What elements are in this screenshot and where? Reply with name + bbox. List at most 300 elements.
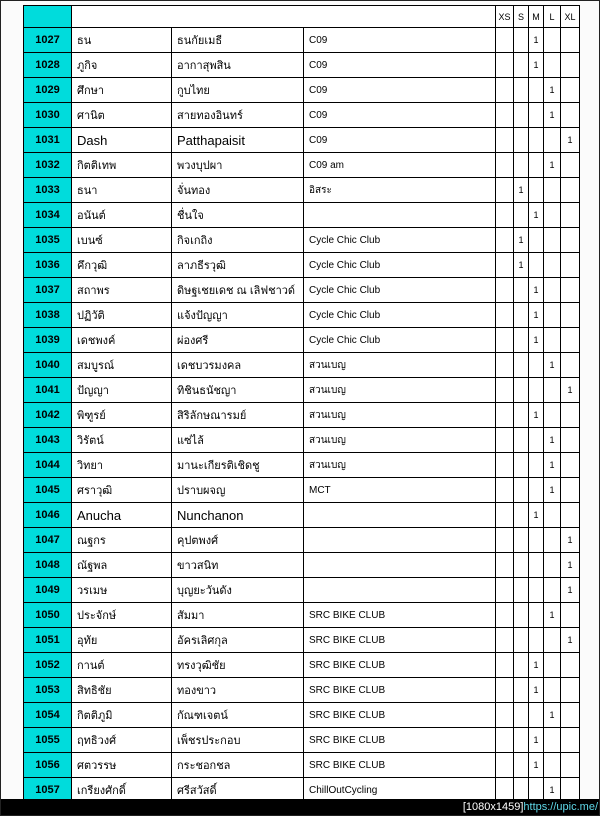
row-id: 1041 <box>24 378 72 403</box>
size-cell-xs <box>496 553 514 578</box>
last-name: ดิษฐเชยเดช ณ เลิฟชาวด์ <box>172 278 304 303</box>
size-cell-l: 1 <box>544 153 561 178</box>
size-cell-xl <box>561 428 580 453</box>
club: SRC BIKE CLUB <box>304 628 496 653</box>
size-cell-xs <box>496 328 514 353</box>
first-name: อนันต์ <box>72 203 172 228</box>
row-id: 1053 <box>24 678 72 703</box>
size-cell-m <box>529 228 544 253</box>
first-name: ศราวุฒิ <box>72 478 172 503</box>
size-cell-xl <box>561 53 580 78</box>
club: SRC BIKE CLUB <box>304 603 496 628</box>
header-row <box>24 6 580 28</box>
size-cell-m: 1 <box>529 328 544 353</box>
table-row <box>24 28 580 53</box>
first-name: ปฏิวัติ <box>72 303 172 328</box>
last-name: เพ็ชรประกอบ <box>172 728 304 753</box>
table-row <box>24 278 580 303</box>
size-cell-l <box>544 278 561 303</box>
size-cell-xl: 1 <box>561 528 580 553</box>
table-row <box>24 328 580 353</box>
size-cell-xs <box>496 303 514 328</box>
size-cell-m: 1 <box>529 753 544 778</box>
size-cell-l <box>544 53 561 78</box>
size-cell-l <box>544 578 561 603</box>
table-row <box>24 253 580 278</box>
first-name: เดชพงค์ <box>72 328 172 353</box>
size-cell-xs <box>496 578 514 603</box>
row-id: 1043 <box>24 428 72 453</box>
size-cell-l <box>544 378 561 403</box>
first-name: คึกวุฒิ <box>72 253 172 278</box>
size-cell-xs <box>496 603 514 628</box>
table-row <box>24 578 580 603</box>
size-cell-xl: 1 <box>561 128 580 153</box>
first-name: วรเมษ <box>72 578 172 603</box>
size-cell-l <box>544 628 561 653</box>
size-cell-xl <box>561 178 580 203</box>
size-cell-m <box>529 78 544 103</box>
size-cell-m <box>529 628 544 653</box>
size-cell-xs <box>496 453 514 478</box>
size-cell-s <box>514 703 529 728</box>
size-cell-xs <box>496 278 514 303</box>
last-name: ชื่นใจ <box>172 203 304 228</box>
last-name: สัมมา <box>172 603 304 628</box>
club <box>304 503 496 528</box>
last-name: ขาวสนิท <box>172 553 304 578</box>
table-row <box>24 203 580 228</box>
first-name: กิตติภูมิ <box>72 703 172 728</box>
club: Cycle Chic Club <box>304 228 496 253</box>
club: SRC BIKE CLUB <box>304 703 496 728</box>
first-name: วิทยา <box>72 453 172 478</box>
last-name: มานะเกียรติเชิดชู <box>172 453 304 478</box>
row-id: 1050 <box>24 603 72 628</box>
table-row <box>24 478 580 503</box>
size-cell-s <box>514 328 529 353</box>
size-cell-m <box>529 603 544 628</box>
club: C09 <box>304 78 496 103</box>
first-name: เกรียงศักดิ์ <box>72 778 172 803</box>
size-cell-m: 1 <box>529 303 544 328</box>
size-cell-xl <box>561 478 580 503</box>
row-id: 1029 <box>24 78 72 103</box>
size-cell-l <box>544 28 561 53</box>
club: สวนเบญ <box>304 428 496 453</box>
size-cell-xl <box>561 253 580 278</box>
size-cell-l: 1 <box>544 453 561 478</box>
header-size-m: M <box>529 6 544 28</box>
size-cell-s <box>514 303 529 328</box>
club: C09 am <box>304 153 496 178</box>
table-row <box>24 653 580 678</box>
table-row <box>24 628 580 653</box>
size-cell-xl <box>561 153 580 178</box>
last-name: ทรงวุฒิชัย <box>172 653 304 678</box>
row-id: 1054 <box>24 703 72 728</box>
club: SRC BIKE CLUB <box>304 678 496 703</box>
size-cell-l: 1 <box>544 103 561 128</box>
size-cell-xs <box>496 53 514 78</box>
size-cell-m <box>529 128 544 153</box>
header-id-cell <box>24 6 72 28</box>
row-id: 1052 <box>24 653 72 678</box>
size-cell-s <box>514 403 529 428</box>
table-row <box>24 678 580 703</box>
table-row <box>24 153 580 178</box>
row-id: 1049 <box>24 578 72 603</box>
table-row <box>24 603 580 628</box>
size-cell-s <box>514 128 529 153</box>
size-cell-m <box>529 253 544 278</box>
header-size-xl: XL <box>561 6 580 28</box>
row-id: 1057 <box>24 778 72 803</box>
size-cell-l <box>544 253 561 278</box>
club: Cycle Chic Club <box>304 303 496 328</box>
size-cell-xs <box>496 178 514 203</box>
last-name: บุญยะวันดัง <box>172 578 304 603</box>
size-cell-xs <box>496 678 514 703</box>
size-cell-l: 1 <box>544 428 561 453</box>
size-cell-s <box>514 578 529 603</box>
size-cell-l <box>544 403 561 428</box>
size-cell-xs <box>496 503 514 528</box>
size-cell-l <box>544 653 561 678</box>
row-id: 1028 <box>24 53 72 78</box>
size-cell-xl: 1 <box>561 378 580 403</box>
size-cell-m <box>529 153 544 178</box>
size-cell-m: 1 <box>529 278 544 303</box>
first-name: สถาพร <box>72 278 172 303</box>
size-cell-s <box>514 78 529 103</box>
last-name: สิริลักษณารมย์ <box>172 403 304 428</box>
size-cell-m <box>529 528 544 553</box>
size-cell-xs <box>496 753 514 778</box>
size-cell-xs <box>496 703 514 728</box>
last-name: กระชอกชล <box>172 753 304 778</box>
size-cell-m <box>529 703 544 728</box>
last-name: ปราบผจญ <box>172 478 304 503</box>
header-size-xs: XS <box>496 6 514 28</box>
size-cell-m <box>529 178 544 203</box>
table-row <box>24 53 580 78</box>
last-name: ลาภธีรวุฒิ <box>172 253 304 278</box>
last-name: เดชบวรมงคล <box>172 353 304 378</box>
first-name: วิรัตน์ <box>72 428 172 453</box>
size-cell-l <box>544 178 561 203</box>
size-cell-s <box>514 203 529 228</box>
club: MCT <box>304 478 496 503</box>
size-cell-xl <box>561 403 580 428</box>
club <box>304 528 496 553</box>
size-cell-l <box>544 553 561 578</box>
size-cell-xl <box>561 453 580 478</box>
last-name: ทองขาว <box>172 678 304 703</box>
row-id: 1046 <box>24 503 72 528</box>
row-id: 1031 <box>24 128 72 153</box>
size-cell-s <box>514 428 529 453</box>
table-row <box>24 553 580 578</box>
club: C09 <box>304 28 496 53</box>
header-name-club-cell <box>72 6 496 28</box>
size-cell-s <box>514 103 529 128</box>
footer-url[interactable]: https://upic.me/ <box>523 801 598 813</box>
size-cell-m: 1 <box>529 678 544 703</box>
first-name: ฤทธิวงศ์ <box>72 728 172 753</box>
club <box>304 203 496 228</box>
first-name: ประจักษ์ <box>72 603 172 628</box>
size-cell-xl <box>561 278 580 303</box>
size-cell-xl <box>561 728 580 753</box>
size-cell-xs <box>496 128 514 153</box>
club: สวนเบญ <box>304 378 496 403</box>
table-row <box>24 128 580 153</box>
size-cell-m: 1 <box>529 653 544 678</box>
size-cell-l: 1 <box>544 478 561 503</box>
club: สวนเบญ <box>304 453 496 478</box>
size-cell-xs <box>496 253 514 278</box>
size-cell-xl <box>561 353 580 378</box>
first-name: ศตวรรษ <box>72 753 172 778</box>
size-cell-xs <box>496 528 514 553</box>
size-cell-l <box>544 128 561 153</box>
size-cell-l <box>544 678 561 703</box>
size-cell-s <box>514 603 529 628</box>
row-id: 1055 <box>24 728 72 753</box>
club: C09 <box>304 103 496 128</box>
size-cell-s <box>514 753 529 778</box>
row-id: 1038 <box>24 303 72 328</box>
size-cell-xs <box>496 203 514 228</box>
row-id: 1042 <box>24 403 72 428</box>
size-cell-s <box>514 653 529 678</box>
size-cell-s <box>514 53 529 78</box>
row-id: 1030 <box>24 103 72 128</box>
size-cell-m: 1 <box>529 28 544 53</box>
row-id: 1027 <box>24 28 72 53</box>
size-cell-m <box>529 103 544 128</box>
size-cell-xs <box>496 228 514 253</box>
club: SRC BIKE CLUB <box>304 728 496 753</box>
size-cell-l <box>544 503 561 528</box>
last-name: คุปตพงศ์ <box>172 528 304 553</box>
table-row <box>24 103 580 128</box>
table-row <box>24 178 580 203</box>
size-cell-xs <box>496 378 514 403</box>
row-id: 1035 <box>24 228 72 253</box>
row-id: 1044 <box>24 453 72 478</box>
size-cell-xl <box>561 703 580 728</box>
header-size-s: S <box>514 6 529 28</box>
size-cell-xl: 1 <box>561 553 580 578</box>
first-name: ภูกิจ <box>72 53 172 78</box>
size-cell-s <box>514 678 529 703</box>
first-name: ธน <box>72 28 172 53</box>
size-cell-s <box>514 278 529 303</box>
last-name: กิจเกถิง <box>172 228 304 253</box>
size-cell-m <box>529 428 544 453</box>
first-name: ปัญญา <box>72 378 172 403</box>
table-row <box>24 228 580 253</box>
club: Cycle Chic Club <box>304 253 496 278</box>
size-cell-m <box>529 353 544 378</box>
size-cell-l <box>544 528 561 553</box>
size-cell-xs <box>496 78 514 103</box>
size-cell-s <box>514 453 529 478</box>
size-cell-m <box>529 553 544 578</box>
first-name: กิตติเทพ <box>72 153 172 178</box>
size-cell-m <box>529 578 544 603</box>
header-size-l: L <box>544 6 561 28</box>
last-name: อากาสุพสิน <box>172 53 304 78</box>
last-name: ธนกัยเมธี <box>172 28 304 53</box>
size-cell-s <box>514 153 529 178</box>
first-name: Dash <box>72 128 172 153</box>
first-name: Anucha <box>72 503 172 528</box>
first-name: อุทัย <box>72 628 172 653</box>
row-id: 1056 <box>24 753 72 778</box>
size-cell-l: 1 <box>544 703 561 728</box>
table-row <box>24 703 580 728</box>
first-name: เบนซ์ <box>72 228 172 253</box>
row-id: 1045 <box>24 478 72 503</box>
size-cell-s <box>514 628 529 653</box>
first-name: กานต์ <box>72 653 172 678</box>
row-id: 1040 <box>24 353 72 378</box>
size-cell-s: 1 <box>514 228 529 253</box>
size-cell-m: 1 <box>529 728 544 753</box>
size-cell-l: 1 <box>544 78 561 103</box>
size-cell-s <box>514 353 529 378</box>
last-name: สายทองอินทร์ <box>172 103 304 128</box>
first-name: ศานิต <box>72 103 172 128</box>
row-id: 1032 <box>24 153 72 178</box>
table-row <box>24 403 580 428</box>
size-cell-xs <box>496 478 514 503</box>
last-name: ทิชินธนัชญา <box>172 378 304 403</box>
size-cell-xs <box>496 153 514 178</box>
size-cell-xs <box>496 728 514 753</box>
first-name: สมบูรณ์ <box>72 353 172 378</box>
row-id: 1033 <box>24 178 72 203</box>
size-cell-l <box>544 328 561 353</box>
size-cell-xl <box>561 753 580 778</box>
table-row <box>24 353 580 378</box>
image-host-footer <box>1 799 600 815</box>
size-cell-l <box>544 228 561 253</box>
last-name: Patthapaisit <box>172 128 304 153</box>
size-cell-l <box>544 203 561 228</box>
size-cell-l <box>544 303 561 328</box>
size-cell-xs <box>496 28 514 53</box>
size-cell-xl <box>561 78 580 103</box>
size-cell-m <box>529 378 544 403</box>
row-id: 1039 <box>24 328 72 353</box>
size-cell-s <box>514 528 529 553</box>
size-cell-s: 1 <box>514 253 529 278</box>
table-row <box>24 453 580 478</box>
size-cell-xl <box>561 228 580 253</box>
size-cell-s <box>514 378 529 403</box>
last-name: กัณฑเจตน์ <box>172 703 304 728</box>
last-name: แจ้งปัญญา <box>172 303 304 328</box>
first-name: ณัฐพล <box>72 553 172 578</box>
size-cell-xl <box>561 678 580 703</box>
size-cell-xs <box>496 628 514 653</box>
size-cell-xl: 1 <box>561 628 580 653</box>
club: สวนเบญ <box>304 403 496 428</box>
club: สวนเบญ <box>304 353 496 378</box>
club: SRC BIKE CLUB <box>304 653 496 678</box>
size-cell-s <box>514 728 529 753</box>
registration-table <box>23 5 580 803</box>
size-cell-xl <box>561 328 580 353</box>
club: C09 <box>304 128 496 153</box>
first-name: ศึกษา <box>72 78 172 103</box>
size-cell-xl <box>561 103 580 128</box>
table-body <box>24 28 580 803</box>
club: SRC BIKE CLUB <box>304 753 496 778</box>
last-name: แซ่ไล้ <box>172 428 304 453</box>
table-row <box>24 78 580 103</box>
row-id: 1036 <box>24 253 72 278</box>
club: C09 <box>304 53 496 78</box>
club: อิสระ <box>304 178 496 203</box>
club <box>304 553 496 578</box>
club <box>304 578 496 603</box>
size-cell-xs <box>496 103 514 128</box>
last-name: กูบไทย <box>172 78 304 103</box>
size-cell-m: 1 <box>529 203 544 228</box>
row-id: 1048 <box>24 553 72 578</box>
row-id: 1051 <box>24 628 72 653</box>
first-name: พิฑูรย์ <box>72 403 172 428</box>
last-name: อัครเลิศกุล <box>172 628 304 653</box>
size-cell-l <box>544 728 561 753</box>
last-name: ศรีสวัสดิ์ <box>172 778 304 803</box>
table-row <box>24 378 580 403</box>
table-row <box>24 728 580 753</box>
size-cell-xl <box>561 28 580 53</box>
size-cell-m <box>529 478 544 503</box>
size-cell-m: 1 <box>529 503 544 528</box>
size-cell-s: 1 <box>514 178 529 203</box>
table-row <box>24 503 580 528</box>
size-cell-s <box>514 28 529 53</box>
size-cell-xl <box>561 203 580 228</box>
size-cell-s <box>514 503 529 528</box>
last-name: จั่นทอง <box>172 178 304 203</box>
footer-resolution: [1080x1459] <box>462 801 524 813</box>
row-id: 1047 <box>24 528 72 553</box>
size-cell-l: 1 <box>544 603 561 628</box>
size-cell-m: 1 <box>529 403 544 428</box>
size-cell-l: 1 <box>544 778 561 803</box>
size-cell-xs <box>496 653 514 678</box>
size-cell-l: 1 <box>544 353 561 378</box>
club: Cycle Chic Club <box>304 278 496 303</box>
size-cell-xs <box>496 353 514 378</box>
size-cell-m: 1 <box>529 53 544 78</box>
last-name: ผ่องศรี <box>172 328 304 353</box>
size-cell-s <box>514 478 529 503</box>
size-cell-xl <box>561 303 580 328</box>
size-cell-xl <box>561 603 580 628</box>
first-name: ณฐกร <box>72 528 172 553</box>
table-row <box>24 428 580 453</box>
first-name: ธนา <box>72 178 172 203</box>
